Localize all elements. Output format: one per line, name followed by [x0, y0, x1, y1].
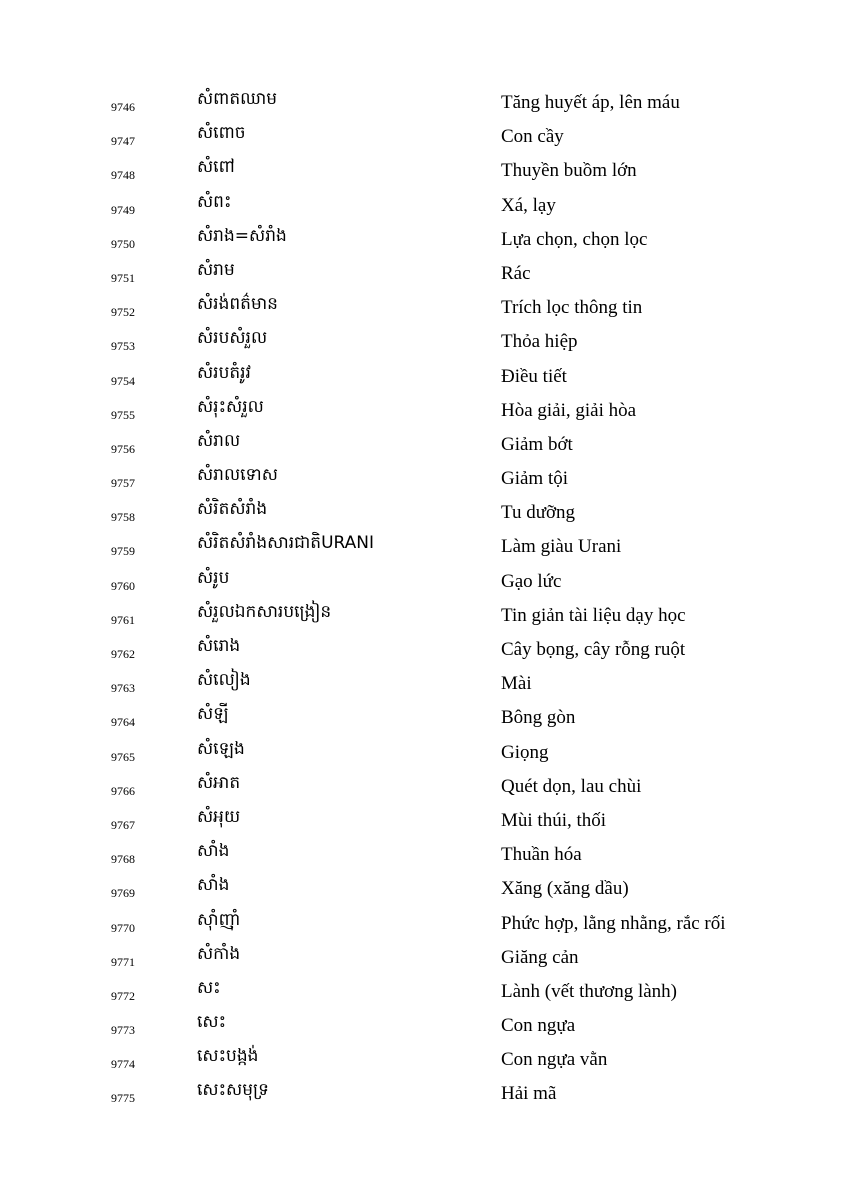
khmer-term: សំអាត [197, 772, 241, 793]
vietnamese-translation: Lành (vết thương lành) [501, 980, 677, 1002]
khmer-term: សំកាំង [197, 943, 241, 964]
khmer-term: សំលៀង [197, 670, 251, 691]
glossary-entry [0, 770, 848, 804]
glossary-entry [0, 872, 848, 906]
vietnamese-translation: Thuyền buồm lớn [501, 160, 637, 182]
entry-number: 9746 [111, 100, 135, 114]
glossary-entry [0, 975, 848, 1009]
glossary-entry [0, 428, 848, 462]
khmer-term: សំពះ [197, 191, 232, 212]
entry-number: 9772 [111, 988, 135, 1003]
glossary-entry [0, 257, 848, 291]
entry-number: 9758 [111, 510, 135, 525]
vietnamese-translation: Phức hợp, lằng nhằng, rắc rối [501, 912, 726, 934]
vietnamese-translation: Trích lọc thông tin [501, 297, 643, 319]
vietnamese-translation: Thỏa hiệp [501, 331, 578, 353]
entry-number: 9748 [111, 168, 135, 183]
glossary-entry [0, 360, 848, 394]
glossary-entry [0, 907, 848, 941]
entry-number: 9761 [111, 612, 135, 627]
entry-number: 9771 [111, 954, 135, 969]
glossary-entry [0, 223, 848, 257]
glossary-entry [0, 1077, 848, 1111]
vietnamese-translation: Bông gòn [501, 707, 576, 729]
vietnamese-translation: Hòa giải, giải hòa [501, 399, 637, 421]
entry-number: 9770 [111, 920, 135, 935]
khmer-term: សំរិតសំរាំងសារជាតិURANI [197, 533, 375, 554]
vietnamese-translation: Thuần hóa [501, 844, 582, 866]
glossary-entry [0, 667, 848, 701]
glossary-entry [0, 599, 848, 633]
entry-number: 9747 [111, 134, 135, 149]
vietnamese-translation: Con cầy [501, 126, 564, 148]
entry-number: 9751 [111, 270, 135, 285]
khmer-term: សំរូប [197, 567, 230, 588]
glossary-entry [0, 120, 848, 154]
glossary-entry [0, 633, 848, 667]
khmer-term: សំរិតសំរាំង [197, 499, 268, 520]
khmer-term: សំរាម [197, 259, 235, 280]
entry-number: 9769 [111, 886, 135, 901]
vietnamese-translation: Giảm bớt [501, 433, 573, 455]
entry-number: 9773 [111, 1023, 135, 1038]
glossary-entry [0, 154, 848, 188]
glossary-entry [0, 1043, 848, 1077]
vietnamese-translation: Rác [501, 262, 531, 284]
entry-number: 9755 [111, 407, 135, 422]
vietnamese-translation: Giọng [501, 741, 549, 763]
glossary-entry [0, 804, 848, 838]
khmer-term: សាំង [197, 841, 230, 862]
khmer-term: សេះបង្កង់ [197, 1046, 259, 1067]
vietnamese-translation: Xăng (xăng dầu) [501, 878, 629, 900]
glossary-entry [0, 565, 848, 599]
entry-number: 9763 [111, 681, 135, 696]
khmer-term: សំរាង=សំរាំង [197, 225, 287, 246]
khmer-term: សំរុះសំរួល [197, 396, 264, 417]
entry-number: 9749 [111, 202, 135, 217]
khmer-term: សំរាល [197, 430, 241, 451]
vietnamese-translation: Tu dưỡng [501, 502, 576, 524]
vietnamese-translation: Tin giản tài liệu dạy học [501, 604, 686, 626]
khmer-term: សំរាលទោស [197, 465, 278, 486]
khmer-term: សំរបតំរូវ [197, 362, 251, 383]
khmer-term: សំពៅ [197, 157, 235, 178]
vietnamese-translation: Mài [501, 673, 532, 695]
glossary-entry [0, 291, 848, 325]
khmer-term: សំរបសំរួល [197, 328, 268, 349]
khmer-term: ស៊ាំញ៉ាំ [197, 909, 241, 930]
entry-number: 9775 [111, 1091, 135, 1106]
khmer-term: សេះ [197, 1012, 227, 1033]
khmer-term: សាំង [197, 875, 230, 896]
glossary-entry [0, 394, 848, 428]
entry-number: 9765 [111, 749, 135, 764]
vietnamese-translation: Tăng huyết áp, lên máu [501, 92, 680, 113]
entry-number: 9759 [111, 544, 135, 559]
entry-number: 9774 [111, 1057, 135, 1072]
glossary-entry [0, 701, 848, 735]
entry-number: 9754 [111, 373, 135, 388]
glossary-entry [0, 189, 848, 223]
glossary-entry [0, 530, 848, 564]
entry-number: 9750 [111, 236, 135, 251]
glossary-entry [0, 496, 848, 530]
khmer-term: សំរោង [197, 636, 241, 656]
khmer-term: សំអុយ [197, 806, 241, 827]
khmer-term: សំរង់ពត៌មាន [197, 294, 278, 315]
glossary-entry [0, 86, 848, 120]
entry-number: 9756 [111, 441, 135, 456]
vietnamese-translation: Con ngựa [501, 1015, 576, 1037]
entry-number: 9757 [111, 476, 135, 491]
vietnamese-translation: Lựa chọn, chọn lọc [501, 228, 648, 250]
khmer-term: សំពោច [197, 123, 246, 144]
entry-number: 9767 [111, 817, 135, 832]
khmer-term: សំឡី [197, 704, 229, 725]
khmer-term: សំឡេង [197, 738, 245, 759]
entry-number: 9766 [111, 783, 135, 798]
khmer-term: សេះសមុទ្រ [197, 1080, 269, 1101]
glossary-entry [0, 1009, 848, 1043]
khmer-term: សះ [197, 977, 221, 998]
vietnamese-translation: Làm giàu Urani [501, 536, 622, 558]
vietnamese-translation: Xá, lạy [501, 194, 556, 216]
entry-number: 9752 [111, 305, 135, 320]
glossary-entry [0, 736, 848, 770]
entry-number: 9753 [111, 339, 135, 354]
entry-number: 9760 [111, 578, 135, 593]
glossary-entry [0, 941, 848, 975]
vietnamese-translation: Mùi thúi, thối [501, 809, 607, 831]
vietnamese-translation: Con ngựa vằn [501, 1049, 608, 1071]
glossary-entry [0, 838, 848, 872]
vietnamese-translation: Cây bọng, cây rỗng ruột [501, 639, 686, 660]
glossary-entry [0, 462, 848, 496]
vietnamese-translation: Quét dọn, lau chùi [501, 775, 642, 797]
vietnamese-translation: Hải mã [501, 1083, 557, 1105]
vietnamese-translation: Gạo lức [501, 570, 562, 592]
glossary-entry [0, 325, 848, 359]
vietnamese-translation: Giảm tội [501, 468, 569, 490]
vietnamese-translation: Giăng cản [501, 946, 579, 968]
entry-number: 9764 [111, 715, 135, 730]
entry-number: 9762 [111, 647, 135, 661]
khmer-term: សំរួលឯកសារបង្រៀន [197, 601, 332, 622]
entry-number: 9768 [111, 852, 135, 867]
glossary-list [0, 86, 848, 1112]
khmer-term: សំពាតឈាម [197, 89, 278, 109]
vietnamese-translation: Điều tiết [501, 365, 567, 387]
